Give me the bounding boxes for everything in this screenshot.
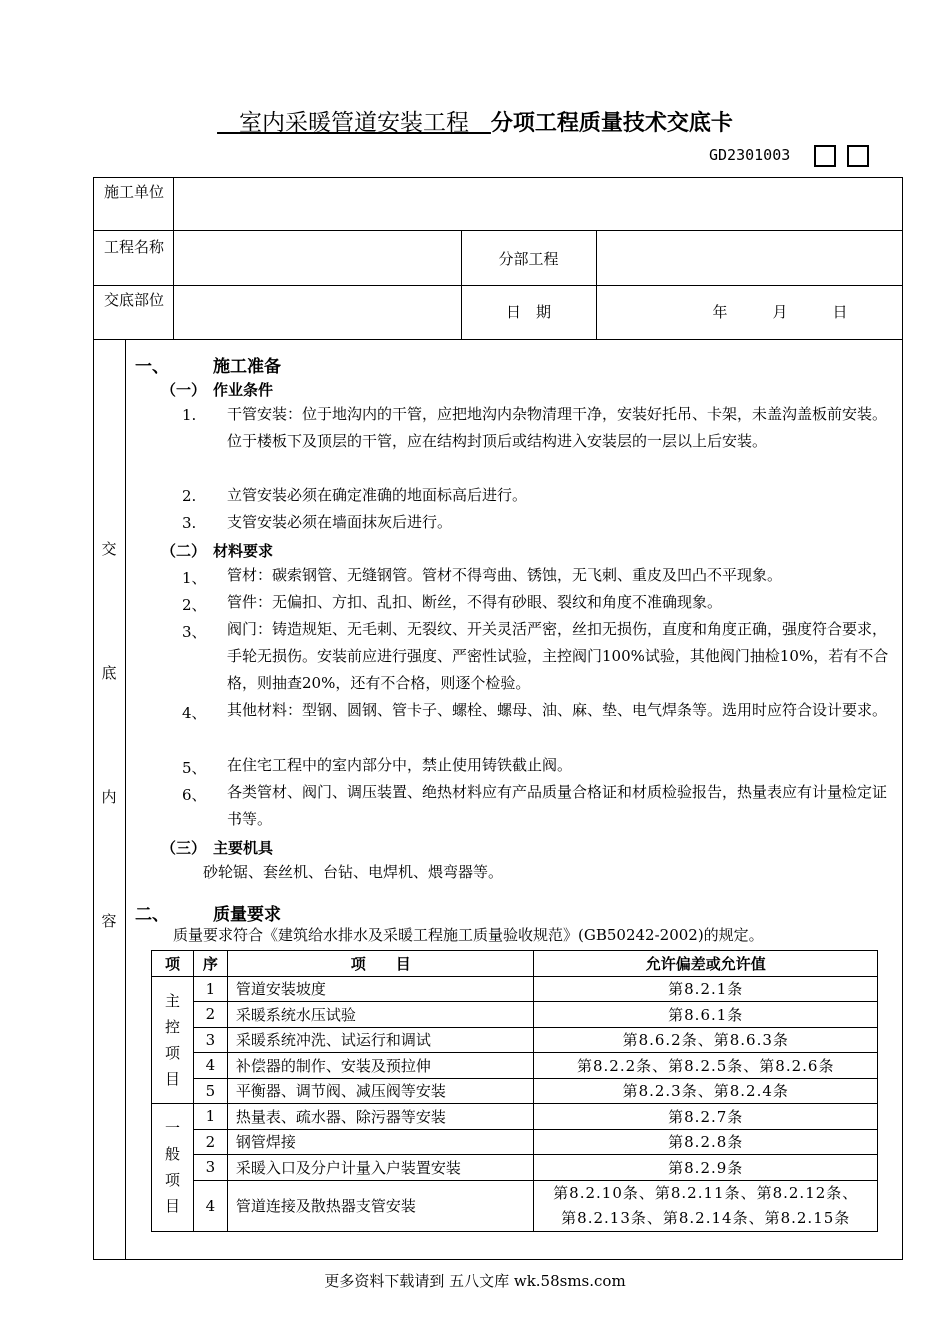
- table-header-row: [152, 951, 878, 977]
- sub2-item1-num: 1、: [182, 569, 207, 587]
- table-row: [152, 1053, 878, 1079]
- side-label-char-4: 容: [101, 912, 117, 930]
- sub2-item2-text: 管件：无偏扣、方扣、乱扣、断丝，不得有砂眼、裂纹和角度不准确现象。: [227, 593, 723, 611]
- document-code: GD2301003: [709, 146, 791, 164]
- row-no: 4: [193, 1180, 227, 1231]
- row-item: 平衡器、调节阀、减压阀等安装: [227, 1078, 534, 1104]
- table-row: [152, 1129, 878, 1155]
- row-item: 补偿器的制作、安装及预拉伸: [227, 1053, 534, 1079]
- date-label: 日 期: [505, 303, 551, 321]
- sub1-item2-num: 2.: [182, 487, 197, 505]
- table-row: [152, 1002, 878, 1028]
- row-value-line1: 第8.2.10条、第8.2.11条、第8.2.12条、: [553, 1183, 859, 1202]
- sub2-number: （二）: [161, 542, 207, 560]
- row-value: 第8.2.2条、第8.2.5条、第8.2.6条: [534, 1053, 878, 1079]
- row-no: 3: [193, 1027, 227, 1053]
- quality-table: [151, 950, 878, 1232]
- row-no: 2: [193, 1129, 227, 1155]
- sub1-item3-num: 3.: [182, 514, 197, 532]
- section2-number: 二、: [135, 905, 169, 925]
- date-value: 年 月 日: [712, 303, 848, 321]
- document-title: [0, 104, 950, 137]
- col-header-group: 项: [152, 951, 194, 977]
- group-general: 一般项目: [152, 1104, 194, 1232]
- side-label-char-3: 内: [101, 788, 117, 806]
- sub2-item4-text: 其他材料：型钢、圆钢、管卡子、螺栓、螺母、油、麻、垫、电气焊条等。选用时应符合设计要求。: [227, 701, 888, 719]
- sub1-number: （一）: [161, 381, 207, 399]
- section1-number: 一、: [135, 357, 169, 377]
- sub2-item3-num: 3、: [182, 623, 207, 641]
- side-label-char-1: 交: [101, 540, 117, 558]
- footer-text: 更多资料下载请到 五八文库 wk.58sms.com: [324, 1272, 626, 1290]
- sub2-item6-text: 各类管材、阀门、调压装置、绝热材料应有产品质量合格证和材质检验报告，热量表应有计量检定证书等。: [227, 783, 888, 828]
- sub2-item6-num: 6、: [182, 786, 207, 804]
- sub3-number: （三）: [161, 839, 207, 857]
- row-value: 第8.2.7条: [534, 1104, 878, 1130]
- sub3-title: 主要机具: [213, 839, 274, 857]
- construction-unit-label: 施工单位: [103, 183, 164, 201]
- sub1-item2-text: 立管安装必须在确定准确的地面标高后进行。: [227, 486, 528, 504]
- sub2-title: 材料要求: [213, 542, 274, 560]
- section1-heading: 施工准备: [213, 357, 281, 377]
- checkbox-1[interactable]: [814, 145, 836, 167]
- row-value: 第8.2.9条: [534, 1155, 878, 1181]
- row-item: 管道连接及散热器支管安装: [227, 1180, 534, 1231]
- col-header-seq: 序: [193, 951, 227, 977]
- table-row: [152, 1180, 878, 1231]
- col-header-item: 项 目: [227, 951, 534, 977]
- table-row: [152, 1027, 878, 1053]
- row-value: [534, 1180, 878, 1231]
- checkbox-2[interactable]: [847, 145, 869, 167]
- col-header-value: 允许偏差或允许值: [534, 951, 878, 977]
- row-item: 管道安装坡度: [227, 976, 534, 1002]
- row-value: 第8.6.2条、第8.6.3条: [534, 1027, 878, 1053]
- project-name-label: 工程名称: [103, 238, 164, 256]
- sub1-title: 作业条件: [213, 381, 274, 399]
- table-row: [152, 976, 878, 1002]
- row-item: 热量表、疏水器、除污器等安装: [227, 1104, 534, 1130]
- title-suffix: 分项工程质量技术交底卡: [490, 111, 733, 136]
- row-value: 第8.2.3条、第8.2.4条: [534, 1078, 878, 1104]
- row-no: 3: [193, 1155, 227, 1181]
- sub1-item3-text: 支管安装必须在墙面抹灰后进行。: [227, 513, 453, 531]
- table-row: [152, 1155, 878, 1181]
- row-value: 第8.6.1条: [534, 1002, 878, 1028]
- side-label-char-2: 底: [101, 664, 117, 682]
- row-item: 钢管焊接: [227, 1129, 534, 1155]
- table-row: [152, 1078, 878, 1104]
- project-name-underlined: 室内采暖管道安装工程: [238, 110, 469, 136]
- sub3-text: 砂轮锯、套丝机、台钻、电焊机、煨弯器等。: [203, 863, 504, 881]
- row-item: 采暖入口及分户计量入户装置安装: [227, 1155, 534, 1181]
- sub1-item1-num: 1.: [182, 406, 197, 424]
- row-item: 采暖系统冲洗、试运行和调试: [227, 1027, 534, 1053]
- section2-heading: 质量要求: [213, 905, 281, 925]
- sub2-item2-num: 2、: [182, 596, 207, 614]
- row-no: 2: [193, 1002, 227, 1028]
- sub-project-label: 分部工程: [498, 250, 559, 268]
- row-value: 第8.2.1条: [534, 976, 878, 1002]
- sub2-item1-text: 管材：碳索钢管、无缝钢管。管材不得弯曲、锈蚀，无飞刺、重皮及凹凸不平现象。: [227, 566, 783, 584]
- table-row: [152, 1104, 878, 1130]
- row-no: 5: [193, 1078, 227, 1104]
- group-main-control: 主控项目: [152, 976, 194, 1104]
- row-no: 1: [193, 976, 227, 1002]
- sub2-item3-text: 阀门：铸造规矩、无毛刺、无裂纹、开关灵活严密，丝扣无损伤，直度和角度正确，强度符合要求，手轮无损伤。安装前应进行强度、严密性试验，主控阀门100%试验，其他阀门抽检10%，若有不合格，则抽查20%，还有不合格，则逐个检验。: [227, 620, 889, 692]
- row-value: 第8.2.8条: [534, 1129, 878, 1155]
- sub2-item5-num: 5、: [182, 759, 207, 777]
- row-item: 采暖系统水压试验: [227, 1002, 534, 1028]
- row-no: 1: [193, 1104, 227, 1130]
- section2-intro: 质量要求符合《建筑给水排水及采暖工程施工质量验收规范》(GB50242-2002)的规定。: [173, 926, 764, 944]
- row-value-line2: 第8.2.13条、第8.2.14条、第8.2.15条: [561, 1208, 851, 1227]
- sub2-item4-num: 4、: [182, 704, 207, 722]
- sub2-item5-text: 在住宅工程中的室内部分中，禁止使用铸铁截止阀。: [227, 756, 573, 774]
- row-no: 4: [193, 1053, 227, 1079]
- handover-part-label: 交底部位: [103, 291, 164, 309]
- sub1-item1-text: 干管安装：位于地沟内的干管，应把地沟内杂物清理干净，安装好托吊、卡架，未盖沟盖板前安装。位于楼板下及顶层的干管，应在结构封顶后或结构进入安装层的一层以上后安装。: [227, 405, 888, 450]
